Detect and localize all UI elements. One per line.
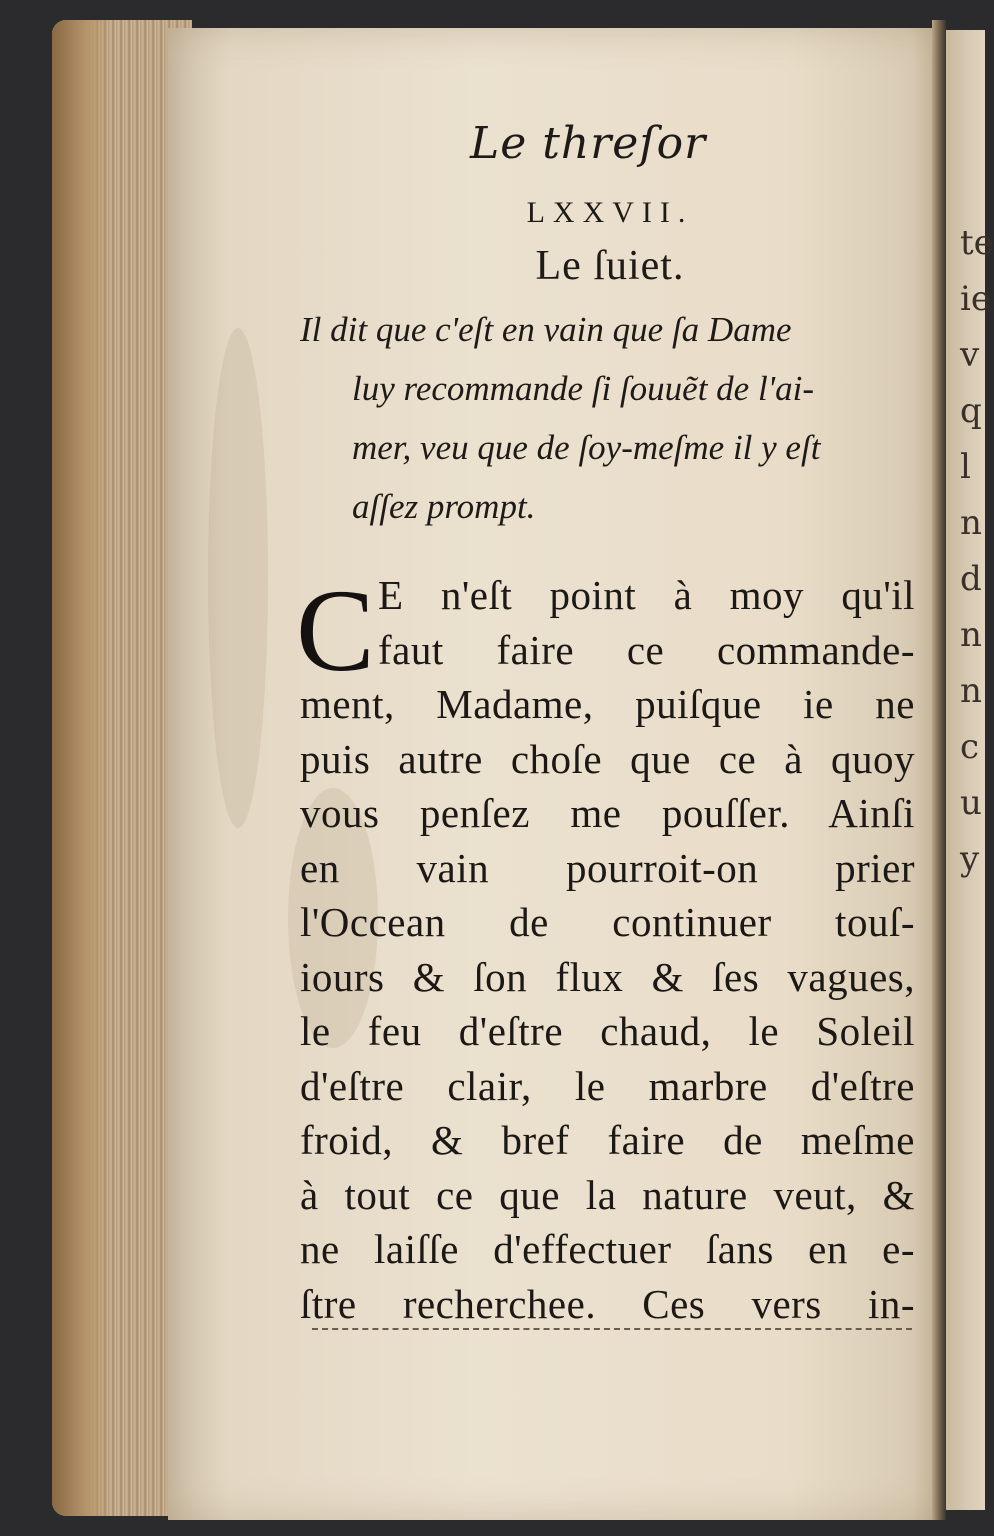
facing-page-fragment: te: [960, 223, 994, 263]
body-line: le feu d'eſtre chaud, le Soleil: [300, 1008, 915, 1054]
body-line: en vain pourroit-on prier: [300, 844, 915, 891]
body-line: iours & ſon flux & ſes vagues,: [300, 953, 915, 1000]
facing-page-fragment: l: [960, 447, 971, 487]
body-line: d'eſtre clair, le marbre d'eſtre: [300, 1062, 915, 1109]
facing-page-fragment: y: [960, 839, 980, 879]
drop-cap: C: [296, 565, 375, 696]
summary-line: Il dit que c'eſt en vain que ſa Dame: [300, 310, 792, 349]
body-line: ne laiſſe d'effectuer ſans en e-: [300, 1226, 915, 1272]
body-line: vous penſez me pouſſer. Ainſi: [300, 790, 915, 836]
facing-page-fragment: n: [960, 671, 982, 711]
facing-page-fragment: d: [960, 559, 982, 599]
summary-line: aſſez prompt.: [352, 487, 536, 526]
facing-page-fragment: u: [960, 783, 982, 823]
body-line: puis autre choſe que ce à quoy: [300, 735, 915, 782]
body-text: [300, 568, 915, 1331]
body-line: E n'eſt point à moy qu'il: [378, 572, 915, 618]
facing-page-fragment: ie: [960, 279, 991, 319]
body-line: froid, & bref faire de meſme: [300, 1117, 915, 1163]
body-line: à tout ce que la nature veut, &: [300, 1171, 915, 1218]
facing-page-fragment: q: [960, 391, 982, 431]
summary: [300, 300, 910, 536]
summary-line: mer, veu que de ſoy-meſme il y eſt: [352, 428, 821, 467]
chapter-number: LXXVII.: [526, 196, 694, 229]
body-line: ment, Madame, puiſque ie ne: [300, 681, 915, 727]
facing-page-fragment: c: [960, 727, 980, 767]
facing-page-fragment: v: [960, 335, 980, 375]
body-line: ſtre recherchee. Ces vers in-: [300, 1280, 915, 1327]
body-line: faut faire ce commande-: [378, 626, 915, 673]
body-line: l'Occean de continuer touſ-: [300, 899, 915, 945]
summary-line: luy recommande ſi ſouuẽt de l'ai-: [352, 369, 815, 408]
facing-page-fragment: n: [960, 503, 982, 543]
facing-page-fragment: n: [960, 615, 982, 655]
subject-title: Le ſuiet.: [535, 243, 685, 289]
page-rule: [312, 1328, 912, 1330]
running-head: Le threſor: [470, 118, 707, 169]
